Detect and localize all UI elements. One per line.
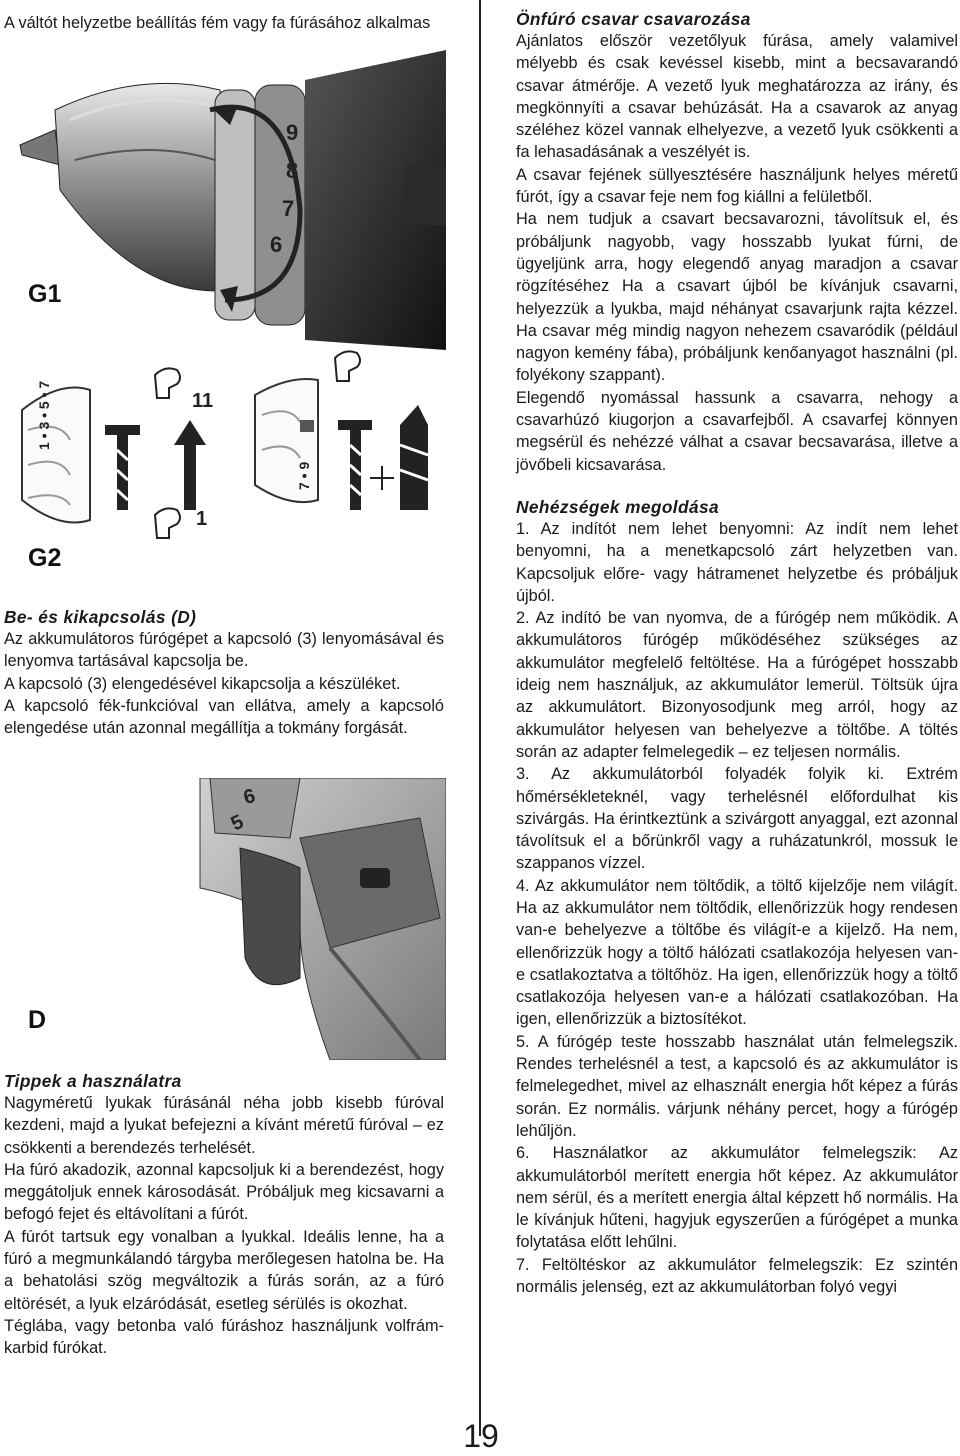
screw-section <box>516 8 958 476</box>
trouble-item: 1. Az indítót nem lehet benyomni: Az indít nem lehet benyomni, ha a menetkapcsoló zárt helyzetben van. Kapcsoljuk előre- vagy hátramenet helyzetbe és próbáljuk újból. <box>516 519 958 605</box>
screw-paragraph: Elegendő nyomással hassunk a csavarra, nehogy a csavarhúzó kiugorjon a csavarfejből. A csavarfej könnyen megsérül és nehézzé válhat a csavar becsavarása, illetve a jövőbeli kicsavarása. <box>516 388 958 474</box>
figure-g1 <box>0 50 446 350</box>
intro-text: A váltót helyzetbe beállítás fém vagy fa fúrásához alkalmas <box>4 14 431 32</box>
trouble-item: 2. Az indító be van nyomva, de a fúrógép nem működik. A akkumulátoros fúrógép működéséhez szükséges az akkumulátor megfelelő feltöltése. Ha a fúrógépet hosszabb ideig nem használjuk, az akkumulátor lemerül. Töltsük újra az akkumulátort. Bizonyosodjunk meg arról, hogy az akkumulátor helyesen van behelyezve a töltőbe. A töltés során az adapter felmelegedik – ez teljesen normális. <box>516 609 958 761</box>
column-divider <box>479 0 481 1436</box>
dial-scale-left: 1 • 3 • 5 • 7 <box>36 380 52 450</box>
dial-number: 8 <box>286 158 299 183</box>
right-column <box>516 8 958 1298</box>
speed-number-low: 1 <box>196 508 208 530</box>
dial-number: 5 <box>227 810 248 836</box>
trouble-item: 3. Az akkumulátorból folyadék folyik ki. Extrém hőmérsékleteknél, vagy terhelésnél előfordulhat kis szivárgás. Ha érintkeztünk a szivárgott anyaggal, ezt azonnal távolítsuk el a bőrünkről vagy a ruházatunkról, mossuk le szappanos vízzel. <box>516 765 958 873</box>
dial-number: 6 <box>241 784 258 810</box>
trouble-item: 4. Az akkumulátor nem töltődik, a töltő kijelzője nem világít. Ha az akkumulátor nem töltődik, ellenőrizzük hogy rendesen van-e behelyezve a töltőbe és világít-e a kijelző. Ha nem, ellenőrizzük hogy a töltő hálózati csatlakozója helyesen van-e csatlakoztatva a töltőhöz. Ha igen, ellenőrizzük hogy a töltő csatlakozója helyesen van-e a hálózati csatlakozóban. Ha igen, ellenőrizzük a biztosítékot. <box>516 876 958 1029</box>
figure-label-g2: G2 <box>28 544 62 572</box>
onoff-section <box>4 606 444 739</box>
drill-chuck-illustration <box>0 50 446 350</box>
gear-selector-illustration <box>0 350 446 580</box>
dial-number: 9 <box>286 120 299 145</box>
screw-paragraph: Ha nem tudjuk a csavart becsavarozni, távolítsuk el, és próbáljunk nagyobb, vagy hosszabb lyukat fúrni, de ügyeljünk arra, hogy elegendő anyag maradjon a csavar rögzítéséhez Ha a csavart újból be kívánjuk csavarni, helyezzük a lyukba, majd néhányat csavarjunk rajta kézzel. Ha csavar még mindig nagyon nehezem csavaródik (például nagyon kemény fába), próbáljunk kenőanyagot használni (pl. folyékony szappant). <box>516 210 958 385</box>
tips-paragraph: Nagyméretű lyukak fúrásánál néha jobb kisebb fúróval kezdeni, majd a lyukat befejezni a kívánt méretű fúróval – ez csökkenti a berendezés terhelését. <box>4 1094 444 1157</box>
onoff-paragraph: A kapcsoló fék-funkcióval van ellátva, amely a kapcsoló elengedése után azonnal megállítja a tokmány forgását. <box>4 696 444 738</box>
dial-number: 6 <box>270 232 283 257</box>
onoff-paragraph: Az akkumulátoros fúrógépet a kapcsoló (3) lenyomásával és lenyomva tartásával kapcsolja be. <box>4 630 444 671</box>
tips-section <box>4 1070 444 1360</box>
trouble-item: 6. Használatkor az akkumulátor felmelegszik: Az akkumulátorból merített energia hőt képez. Az akkumulátor nem sérül, és a merített energia által képzett hő normális. Ha le kívánjuk hűteni, hagyjuk egyszerűen a fúrógépet a munka folytatása előtt lehűlni. <box>516 1144 958 1252</box>
trouble-item: 7. Feltöltéskor az akkumulátor felmelegszik: Ez szintén normális jelenség, ezt az akkumulátorban folyó vegyi <box>516 1255 958 1297</box>
dial-number: 7 <box>282 196 295 221</box>
trouble-item: 5. A fúrógép teste hosszabb használat után felmelegszik. Rendes terhelésnél a test, a kapcsoló és az akkumulátor is felmelegedhet, mivel az elhasznált energia hőt képez a fúrás során. Ez normális. várjunk néhány percet, hogy a fúrógép lehűljön. <box>516 1032 958 1140</box>
tips-heading: Tippek a használatra <box>4 1071 182 1091</box>
dial-scale-right: 7 • 9 <box>296 461 312 490</box>
onoff-paragraph: A kapcsoló (3) elengedésével kikapcsolja a készüléket. <box>4 674 401 693</box>
onoff-heading: Be- és kikapcsolás (D) <box>4 607 197 627</box>
screw-paragraph: Ajánlatos először vezetőlyuk fúrása, amely valamivel mélyebb és csak kevéssel kisebb, mint a becsavarandó csavar átmérője. A vezető lyuk meghatározza az irány, és megkönnyíti a csavar behúzását. Ha a csavarok az anyag széléhez közel vannak elhelyezve, a vezető lyuk csökkenti a fa lehasadásának a veszélyét is. <box>516 32 958 162</box>
drill-trigger-illustration <box>0 778 446 1060</box>
tips-paragraph: Ha fúró akadozik, azonnal kapcsoljuk ki a berendezést, hogy meggátoljuk ennek károsodását. Próbáljuk meg kicsavarni a befogó fejet és eltávolítani a fúrót. <box>4 1160 444 1224</box>
figure-label-d: D <box>28 1006 47 1034</box>
page-number: 19 <box>463 1418 499 1454</box>
figure-label-g1: G1 <box>28 280 62 308</box>
trouble-section <box>516 496 958 1298</box>
trouble-heading: Nehézségek megoldása <box>516 496 719 517</box>
screw-heading: Önfúró csavar csavarozása <box>516 9 751 29</box>
tips-paragraph: A fúrót tartsuk egy vonalban a lyukkal. Ideális lenne, ha a fúró a megmunkálandó tárgyba merőlegesen hatolna be. Ha a behatolási szög megváltozik a fúrás során, az a fúró eltörését, a lyuk elzáródását, esetleg sérülés is okozhat. <box>4 1227 444 1313</box>
figure-d <box>0 778 446 1060</box>
figure-g2 <box>0 350 446 580</box>
tips-paragraph: Téglába, vagy betonba való fúráshoz használjunk volfrám-karbid fúrókat. <box>4 1316 444 1358</box>
speed-number-high: 11 <box>192 390 214 412</box>
screw-paragraph: A csavar fejének süllyesztésére használjunk helyes méretű fúrót, így a csavar feje nem fog kiállni a felületből. <box>516 165 958 207</box>
